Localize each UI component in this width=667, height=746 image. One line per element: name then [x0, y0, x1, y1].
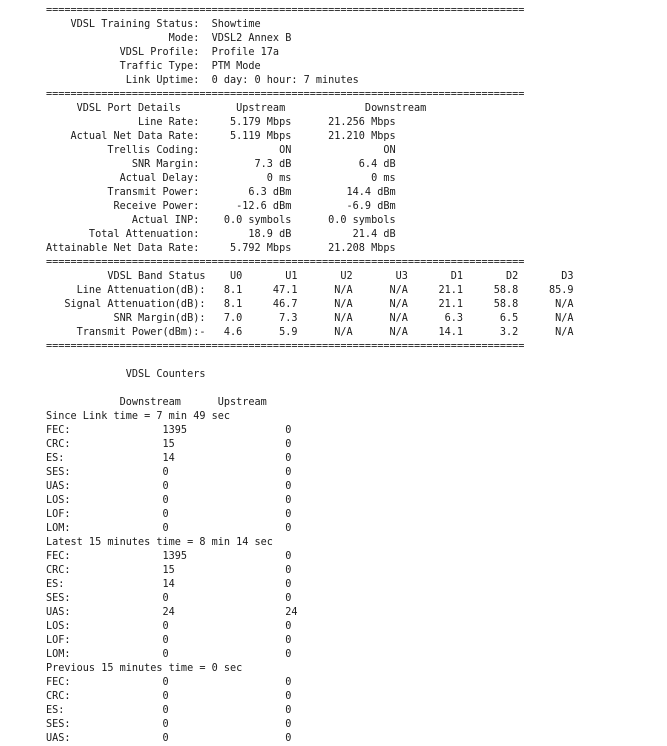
counter-row: LOM: 0 0	[46, 649, 292, 660]
counter-row: UAS: 0 0	[46, 733, 292, 744]
counter-row: UAS: 24 24	[46, 607, 298, 618]
counters-period-heading: Previous 15 minutes time = 0 sec	[46, 663, 243, 674]
counter-row: ES: 14 0	[46, 579, 292, 590]
port-details-row: Actual INP: 0.0 symbols 0.0 symbols	[46, 215, 396, 226]
counter-row: UAS: 0 0	[46, 481, 292, 492]
port-details-row: Actual Net Data Rate: 5.119 Mbps 21.210 Mbps	[46, 131, 396, 142]
port-details-row: Transmit Power: 6.3 dBm 14.4 dBm	[46, 187, 396, 198]
counter-row: ES: 14 0	[46, 453, 292, 464]
separator: ==============================================================================	[46, 257, 525, 268]
counter-row: LOS: 0 0	[46, 495, 292, 506]
separator: ==============================================================================	[46, 89, 525, 100]
counters-period-heading: Since Link time = 7 min 49 sec	[46, 411, 231, 422]
port-details-row: Attainable Net Data Rate: 5.792 Mbps 21.208 Mbps	[46, 243, 396, 254]
mode-row: Mode: VDSL2 Annex B	[46, 33, 292, 44]
counter-row: SES: 0 0	[46, 719, 292, 730]
counter-row: ES: 0 0	[46, 705, 292, 716]
port-details-row: Receive Power: -12.6 dBm -6.9 dBm	[46, 201, 396, 212]
counter-row: LOS: 0 0	[46, 621, 292, 632]
link-uptime-row: Link Uptime: 0 day: 0 hour: 7 minutes	[46, 75, 359, 86]
counter-row: LOF: 0 0	[46, 509, 292, 520]
counters-header: Downstream Upstream	[46, 397, 267, 408]
band-status-row: SNR Margin(dB): 7.0 7.3 N/A N/A 6.3 6.5 N/A	[46, 313, 574, 324]
counter-row: CRC: 0 0	[46, 691, 292, 702]
blank-line	[46, 382, 573, 396]
training-status-row: VDSL Training Status: Showtime	[46, 19, 261, 30]
band-status-row: Signal Attenuation(dB): 8.1 46.7 N/A N/A 21.1 58.8 N/A	[46, 299, 574, 310]
traffic-type-row: Traffic Type: PTM Mode	[46, 61, 261, 72]
band-status-row: Transmit Power(dBm):- 4.6 5.9 N/A N/A 14.1 3.2 N/A	[46, 327, 574, 338]
counters-period-heading: Latest 15 minutes time = 8 min 14 sec	[46, 537, 273, 548]
separator: ==============================================================================	[46, 341, 525, 352]
dsl-stats-console	[46, 4, 573, 746]
port-details-row: Total Attenuation: 18.9 dB 21.4 dB	[46, 229, 396, 240]
port-details-row: Actual Delay: 0 ms 0 ms	[46, 173, 396, 184]
profile-row: VDSL Profile: Profile 17a	[46, 47, 280, 58]
counter-row: SES: 0 0	[46, 467, 292, 478]
counter-row: LOM: 0 0	[46, 523, 292, 534]
counter-row: CRC: 15 0	[46, 565, 292, 576]
port-details-header: VDSL Port Details Upstream Downstream	[46, 103, 427, 114]
separator: ==============================================================================	[46, 5, 525, 16]
counters-title: VDSL Counters	[46, 369, 206, 380]
port-details-row: SNR Margin: 7.3 dB 6.4 dB	[46, 159, 396, 170]
counter-row: CRC: 15 0	[46, 439, 292, 450]
counter-row: FEC: 0 0	[46, 677, 292, 688]
counter-row: FEC: 1395 0	[46, 551, 292, 562]
port-details-row: Trellis Coding: ON ON	[46, 145, 396, 156]
port-details-row: Line Rate: 5.179 Mbps 21.256 Mbps	[46, 117, 396, 128]
blank-line	[46, 354, 573, 368]
counter-row: FEC: 1395 0	[46, 425, 292, 436]
band-status-row: Line Attenuation(dB): 8.1 47.1 N/A N/A 21.1 58.8 85.9	[46, 285, 574, 296]
counter-row: LOF: 0 0	[46, 635, 292, 646]
band-status-header: VDSL Band Status U0 U1 U2 U3 D1 D2 D3	[46, 271, 574, 282]
counter-row: SES: 0 0	[46, 593, 292, 604]
